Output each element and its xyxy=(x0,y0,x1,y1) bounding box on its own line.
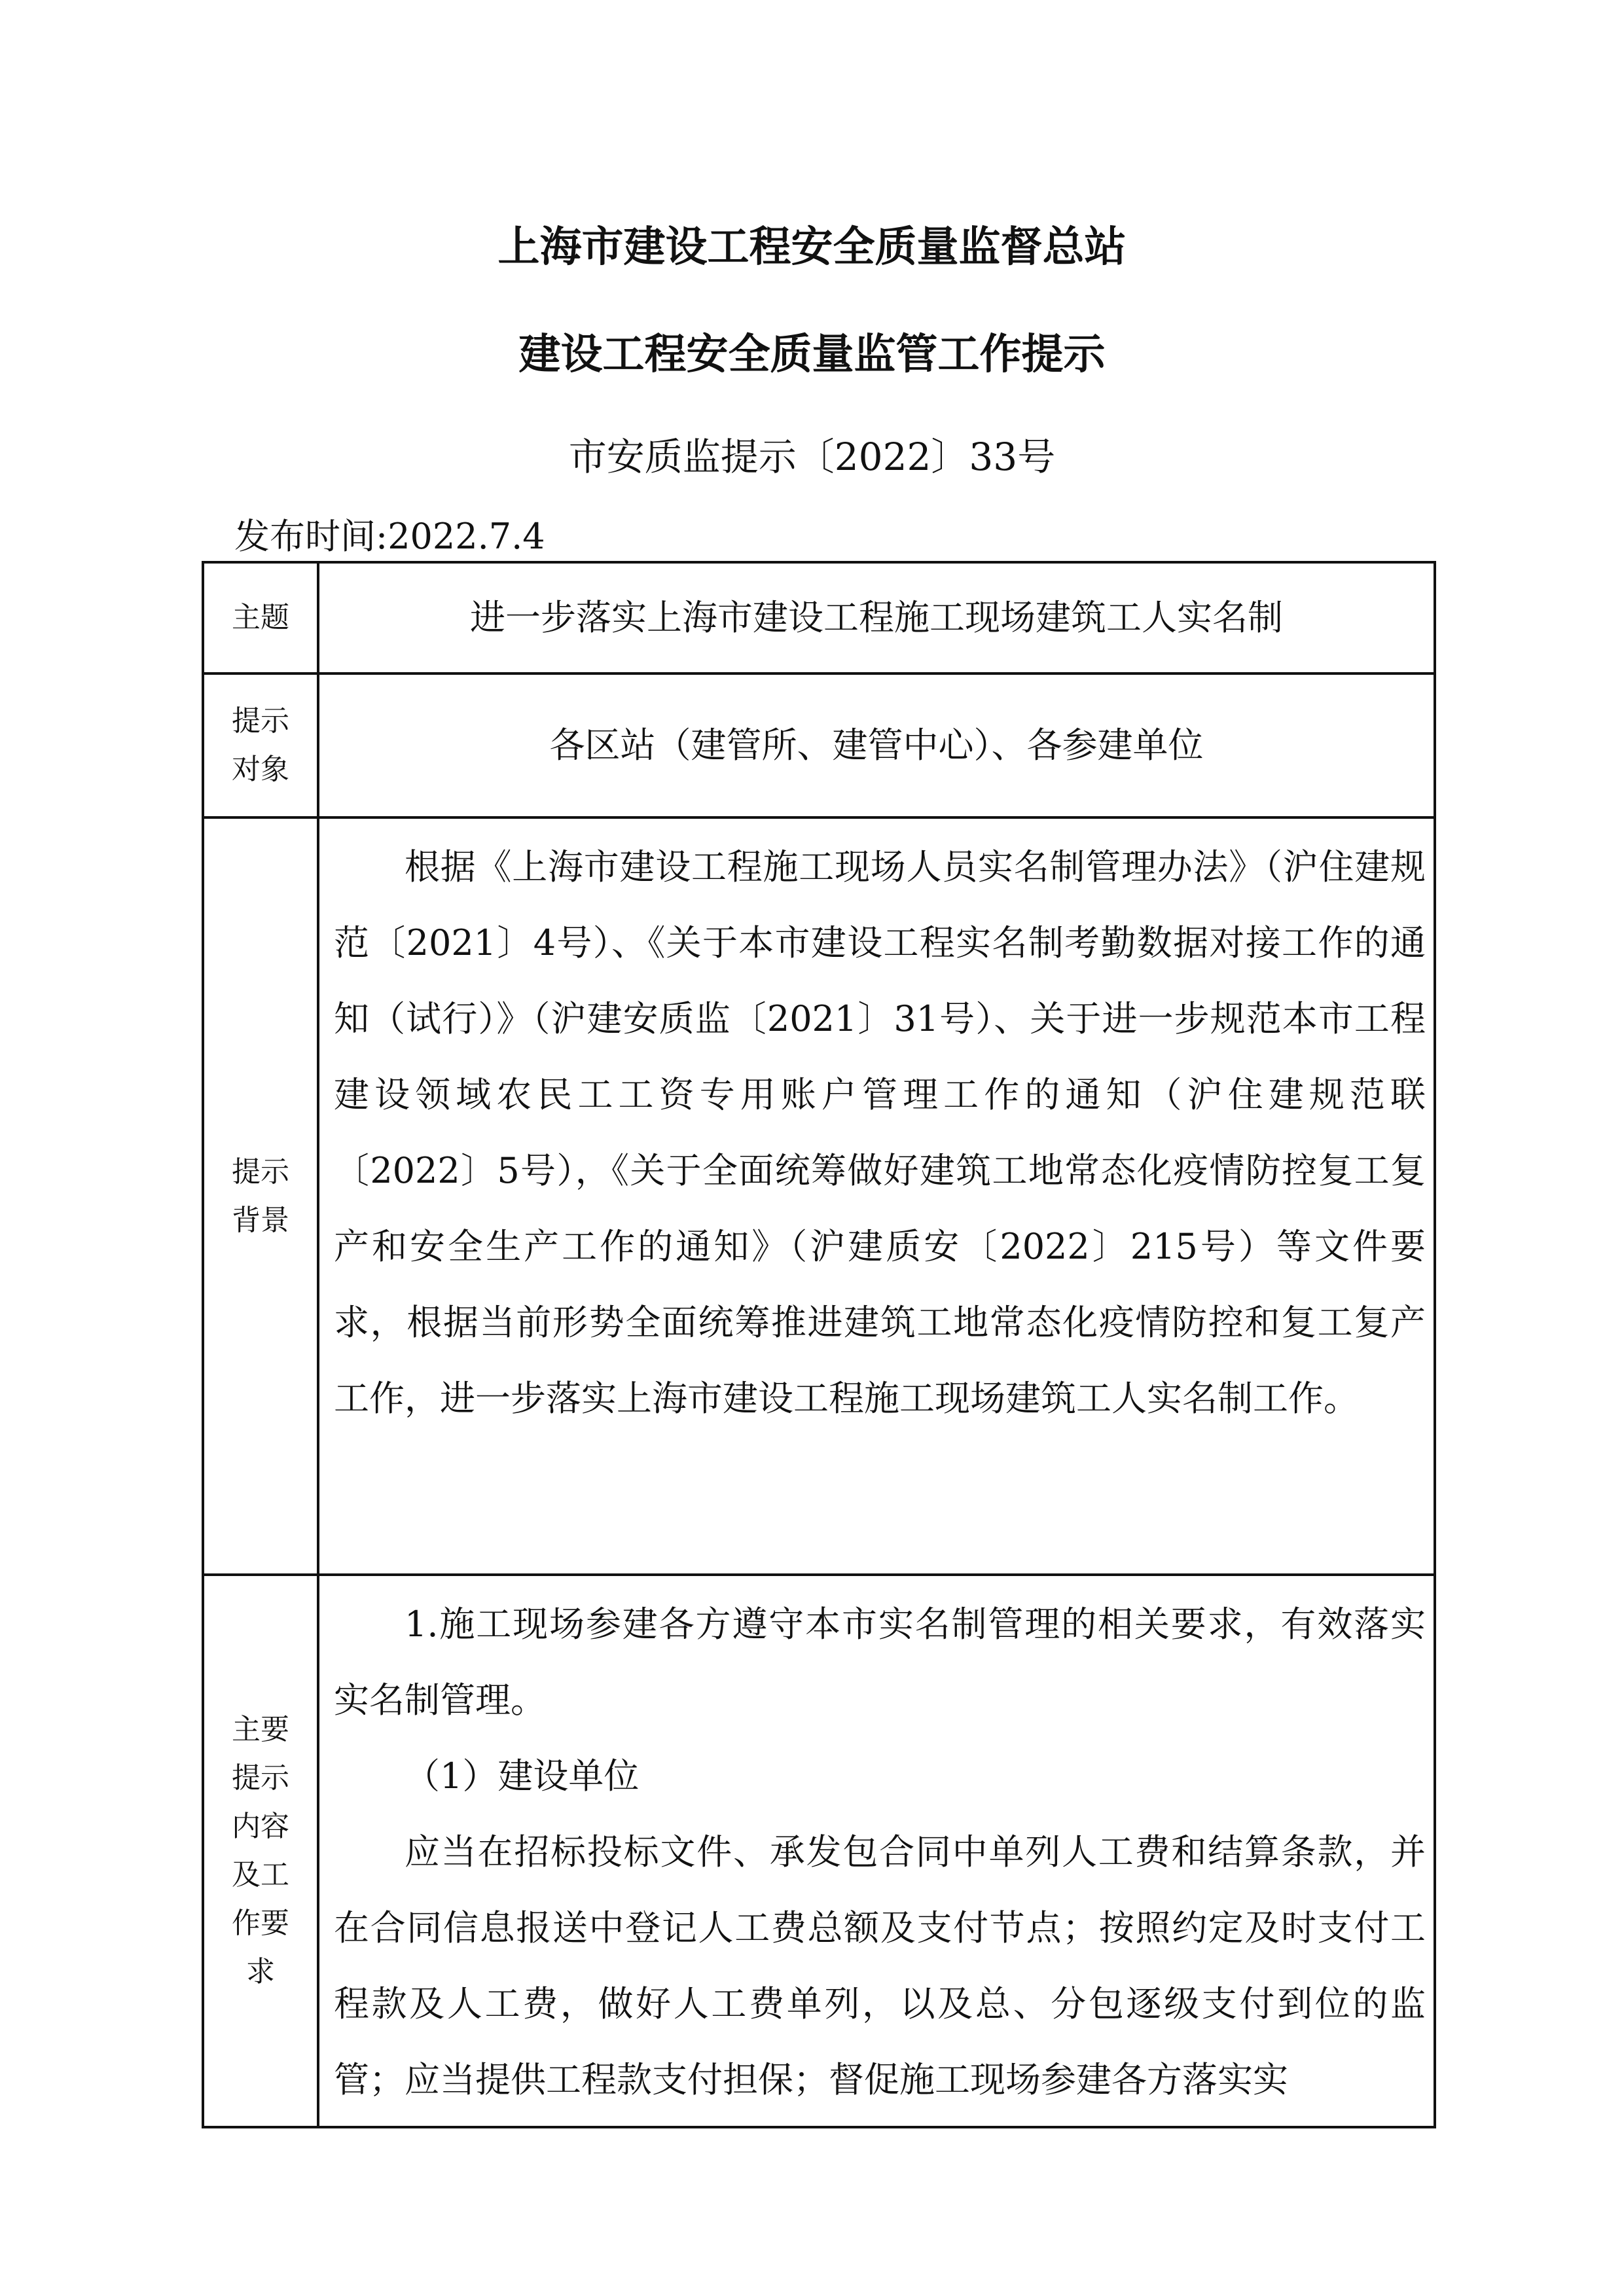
requirement-paragraph: 1.施工现场参建各方遵守本市实名制管理的相关要求，有效落实实名制管理。 xyxy=(334,1604,1426,1721)
table-row-requirements xyxy=(203,1575,1435,2127)
requirement-paragraph: 应当在招标投标文件、承发包合同中单列人工费和结算条款，并在合同信息报送中登记人工费总额及支付节点；按照约定及时支付工程款及人工费，做好人工费单列，以及总、分包逐级支付到位的监管；应当提供工程款支付担保；督促施工现场参建各方落实实 xyxy=(334,1831,1426,2100)
target-label: 提示 对象 xyxy=(203,673,318,817)
background-label: 提示 背景 xyxy=(203,817,318,1575)
table-row-subject xyxy=(203,562,1435,673)
document-number: 市安质监提示〔2022〕33号 xyxy=(568,435,1056,479)
requirement-subheading: （1）建设单位 xyxy=(405,1755,640,1797)
subject-content: 进一步落实上海市建设工程施工现场建筑工人实名制 xyxy=(318,562,1435,673)
requirements-label: 主要 提示 内容 及工 作要 求 xyxy=(203,1575,318,2127)
publish-time: 发布时间:2022.7.4 xyxy=(234,516,545,557)
notice-table xyxy=(202,561,1436,2128)
table-row-target xyxy=(203,673,1435,817)
background-content xyxy=(318,817,1435,1575)
requirements-content xyxy=(318,1575,1435,2127)
subject-label: 主题 xyxy=(203,562,318,673)
background-paragraph: 根据《上海市建设工程施工现场人员实名制管理办法》（沪住建规范〔2021〕4号）、《关于本市建设工程实名制考勤数据对接工作的通知（试行）》（沪建安质监〔2021〕31号）、关于进一步规范本市工程建设领域农民工工资专用账户管理工作的通知（沪住建规范联〔2022〕5号），《关于全面统筹做好建筑工地常态化疫情防控复工复产和安全生产工作的通知》（沪建质安〔2022〕215号）等文件要求，根据当前形势全面统筹推进建筑工地常态化疫情防控和复工复产工作，进一步落实上海市建设工程施工现场建筑工人实名制工作。 xyxy=(334,846,1426,1419)
document-subtitle: 建设工程安全质量监管工作提示 xyxy=(518,331,1106,379)
document-title: 上海市建设工程安全质量监督总站 xyxy=(497,223,1127,272)
table-row-background xyxy=(203,817,1435,1575)
target-content: 各区站（建管所、建管中心）、各参建单位 xyxy=(318,673,1435,817)
